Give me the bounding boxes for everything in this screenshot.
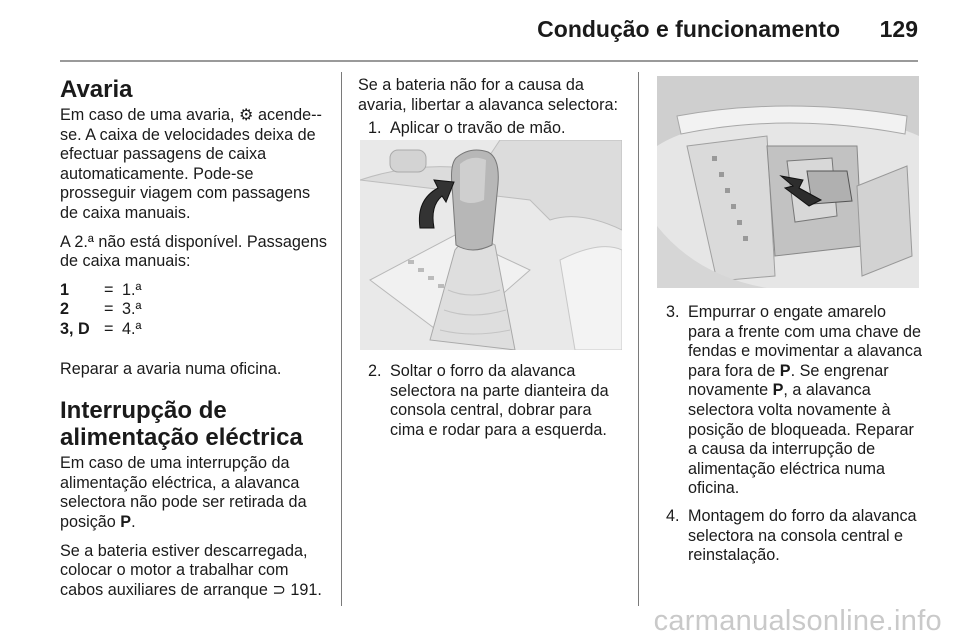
gear-key: 1 [60, 280, 70, 299]
step-text [688, 303, 922, 499]
intro-paragraph: Se a bateria não for a causa da avaria, libertar a alavanca selectora: [358, 76, 619, 114]
gear-value: 4.ª [122, 319, 142, 338]
gear-value: 1.ª [122, 280, 142, 299]
column-2 [358, 76, 624, 147]
interrupcao-paragraph-1 [60, 454, 328, 532]
step-text: Aplicar o travão de mão. [390, 119, 566, 138]
list-item [368, 119, 624, 139]
gear-table [60, 281, 328, 340]
interrupcao-text-end: . [131, 512, 136, 531]
section-title-interrupcao: Interrupção de alimentação eléctrica [60, 397, 303, 452]
gear-p-label: P [779, 361, 791, 380]
interrupcao-text: Em caso de uma interrupção da alimentação eléctrica, a alavanca selectora não pode ser retirada da posição [60, 454, 307, 531]
illustration-selector-lever [360, 140, 622, 350]
column-2-lower [358, 362, 624, 448]
selector-lever-drawing [360, 140, 622, 350]
step-number: 1. [368, 119, 382, 138]
watermark: carmanualsonline.info [653, 605, 942, 637]
avaria-paragraph-3: Reparar a avaria numa oficina. [60, 359, 282, 378]
column-divider-2 [638, 72, 639, 606]
column-3 [658, 303, 922, 574]
list-item [666, 507, 922, 566]
gear-p-label: P [772, 381, 784, 400]
step-text: Soltar o forro da alavanca selectora na parte dianteira da consola central, dobrar para cima e rodar para a esquerda. [390, 362, 609, 439]
step-text: Montagem do forro da alavanca selectora na consola central e reinstalação. [688, 506, 917, 565]
avaria-paragraph-2: A 2.ª não está disponível. Passagens de caixa manuais: [60, 232, 327, 271]
gear-eq: = [104, 319, 114, 338]
gear-eq: = [104, 300, 114, 319]
list-item [368, 362, 624, 440]
avaria-paragraph-1: Em caso de uma avaria, ⚙ acende--se. A caixa de velocidades deixa de efectuar passagens de caixa automaticamente. Pode-se prosseguir viagem com passagens de caixa manuais. [60, 106, 322, 222]
column-divider-1 [341, 72, 342, 606]
column-1 [60, 76, 328, 609]
steps-list-b [368, 362, 624, 440]
gear-eq: = [104, 280, 114, 299]
step-number: 2. [368, 362, 382, 380]
page-number: 129 [879, 16, 918, 42]
steps-list-c [666, 303, 922, 566]
header-rule [60, 60, 918, 62]
interrupcao-paragraph-2: Se a bateria estiver descarregada, colocar o motor a trabalhar com cabos auxiliares de arranque ⊃ 191. [60, 541, 322, 599]
step3-text-c: . Se engrenar novamente [688, 361, 889, 400]
section-title-avaria: Avaria [60, 76, 133, 103]
steps-list-a [368, 119, 624, 139]
gear-key: 2 [60, 300, 70, 319]
list-item [666, 303, 922, 499]
step-number: 4. [666, 506, 680, 525]
illustration-release-mechanism [657, 76, 919, 288]
gear-key: 3, D [60, 319, 90, 338]
gear-p-label: P [120, 512, 132, 531]
step3-text-a: Empurrar o engate amarelo para a frente com uma chave de fendas e movimentar a alavanca para fora de [688, 303, 922, 380]
gear-value: 3.ª [122, 300, 142, 319]
release-mechanism-drawing [657, 76, 919, 288]
step-number: 3. [666, 303, 680, 321]
header-title: Condução e funcionamento [537, 16, 840, 42]
step3-text-d: , a alavanca selectora volta novamente à posição de bloqueada. Reparar a causa da interrupção de alimentação eléctrica numa oficina. [688, 381, 914, 498]
